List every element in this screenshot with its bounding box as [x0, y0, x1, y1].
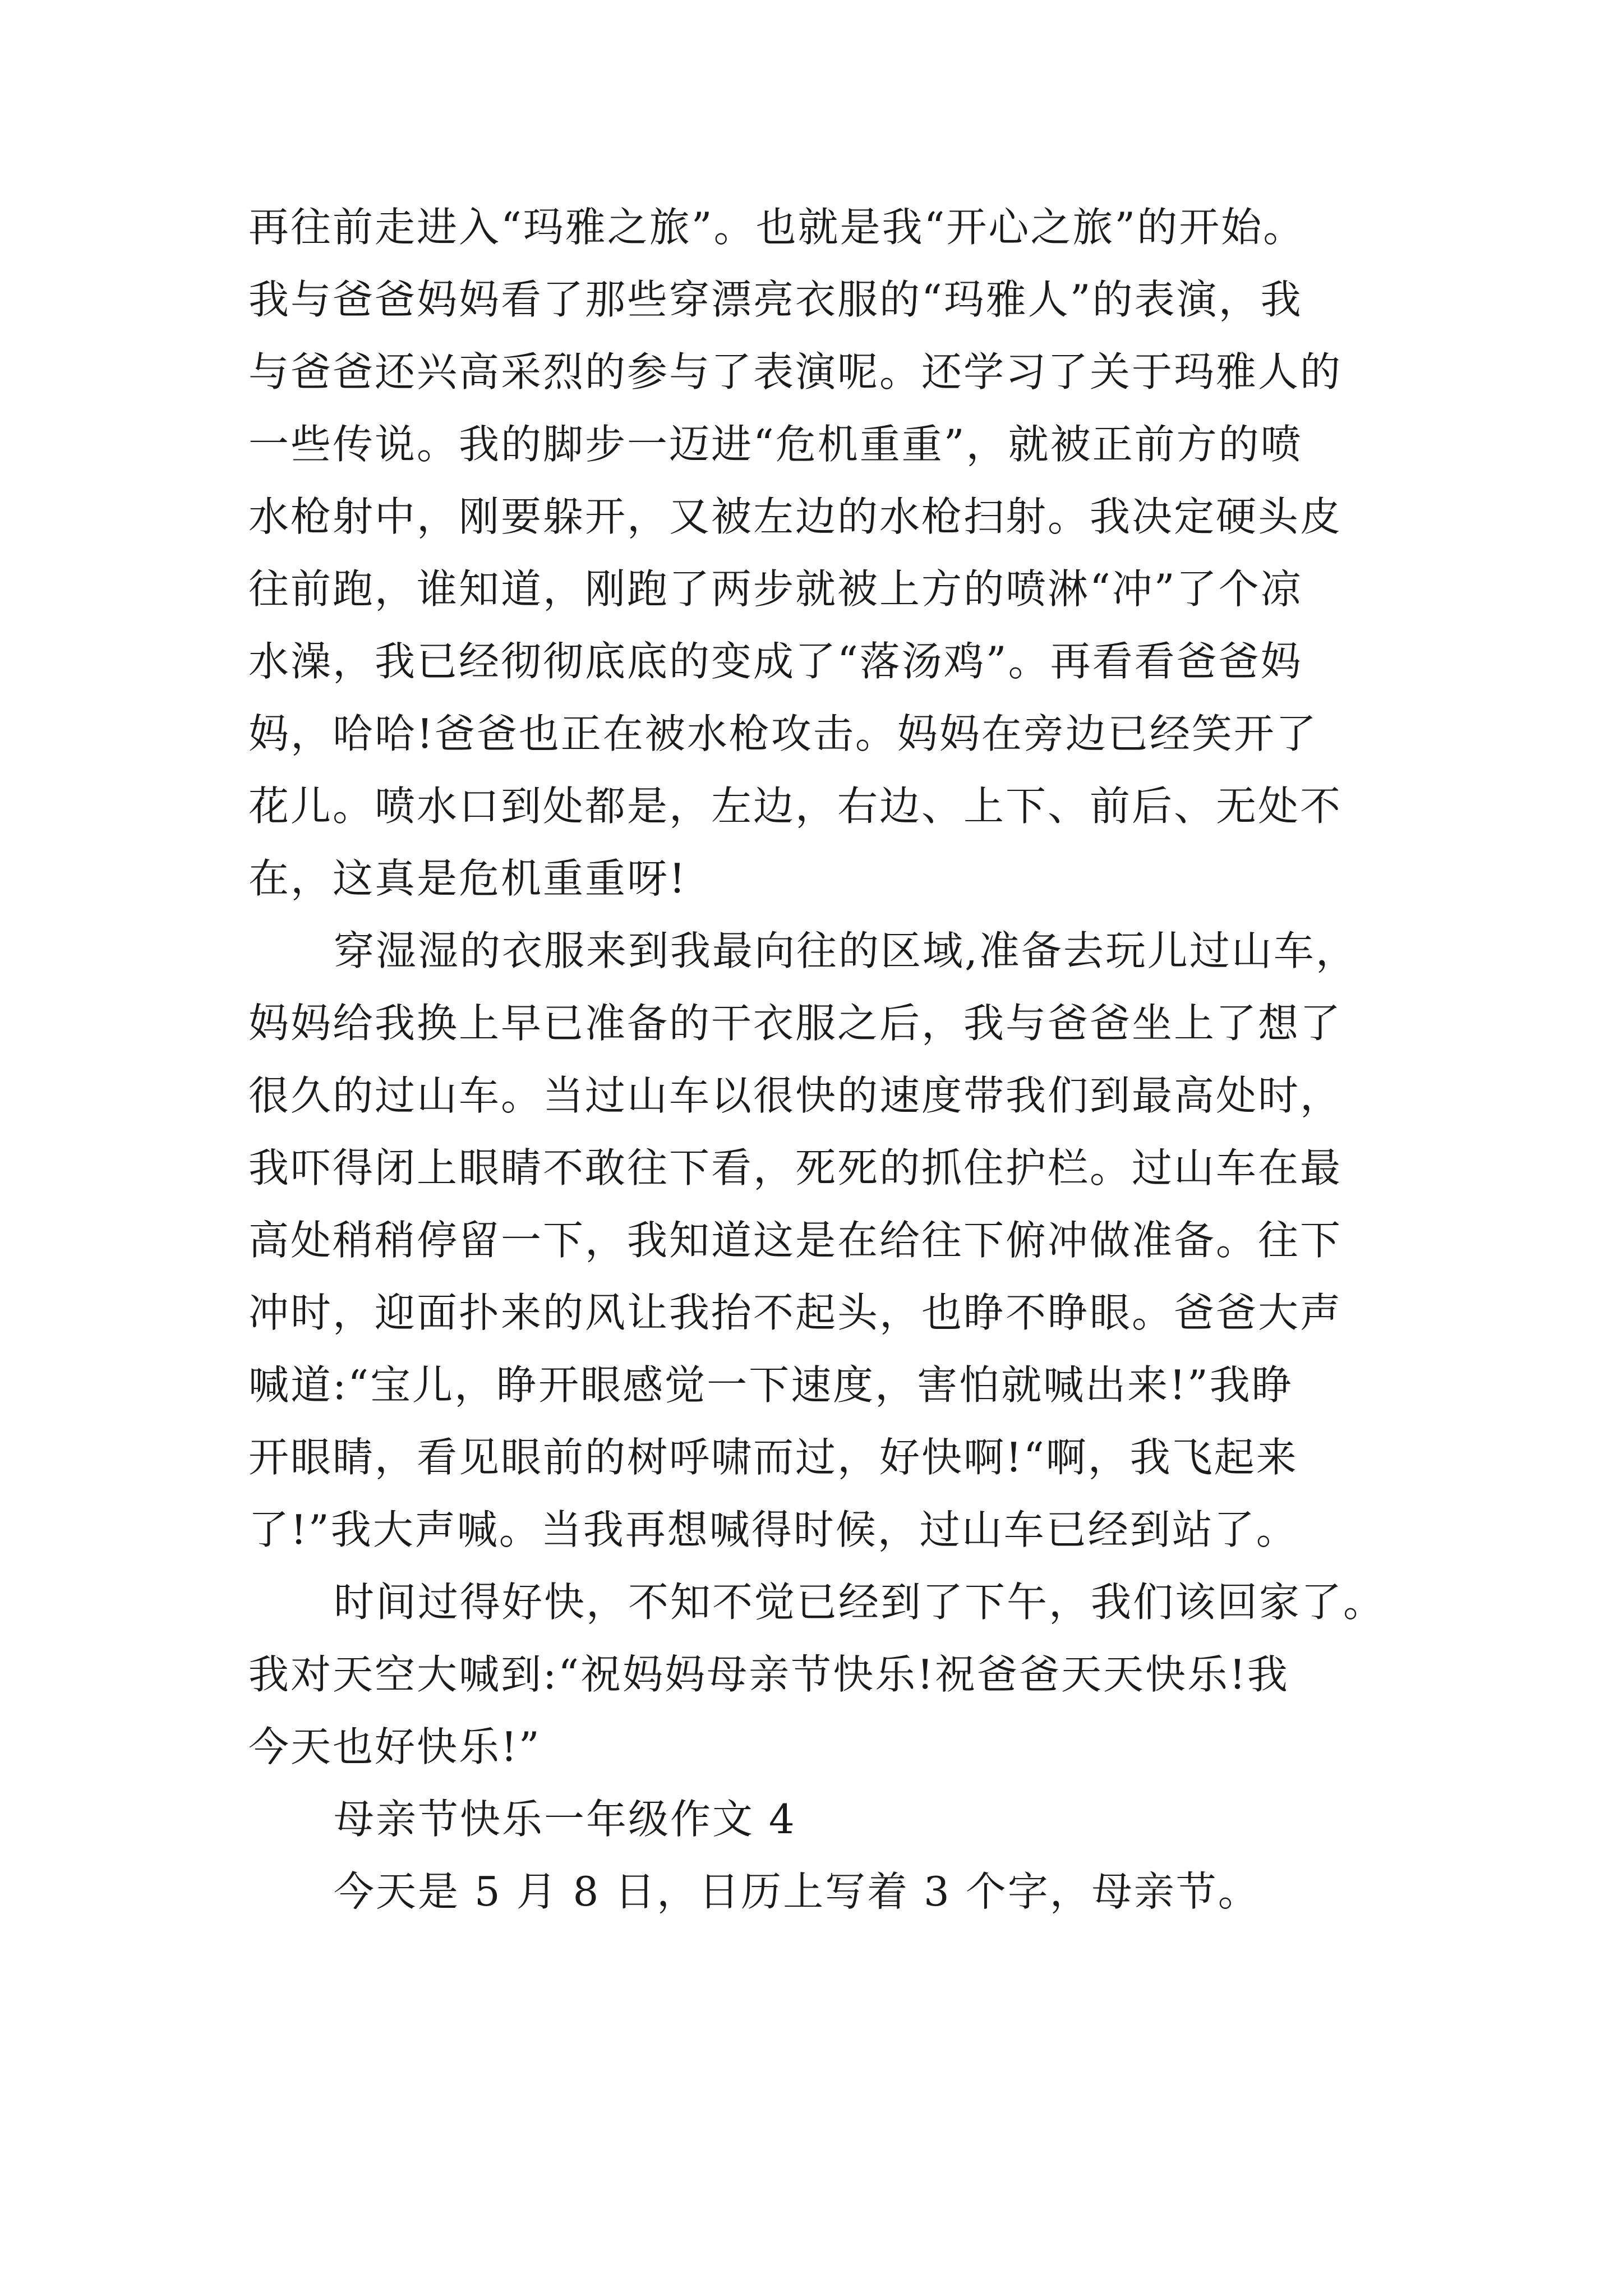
text-line: 在，这真是危机重重呀!	[248, 855, 687, 902]
text-line: 我对天空大喊到:“祝妈妈母亲节快乐!祝爸爸天天快乐!我	[248, 1651, 1289, 1698]
text-line: 很久的过山车。当过山车以很快的速度带我们到最高处时，	[248, 1072, 1343, 1119]
paragraph-start-line: 时间过得好快，不知不觉已经到了下午，我们该回家了。	[334, 1579, 1386, 1626]
text-line: 开眼睛，看见眼前的树呼啸而过，好快啊!“啊，我飞起来	[248, 1434, 1298, 1481]
text-line: 我吓得闭上眼睛不敢往下看，死死的抓住护栏。过山车在最	[248, 1144, 1343, 1191]
paragraph-start-line: 今天是 5 月 8 日，日历上写着 3 个字，母亲节。	[334, 1868, 1260, 1915]
section-heading: 母亲节快乐一年级作文 4	[334, 1796, 796, 1843]
text-line: 与爸爸还兴高采烈的参与了表演呢。还学习了关于玛雅人的	[248, 348, 1343, 395]
text-line: 高处稍稍停留一下，我知道这是在给往下俯冲做准备。往下	[248, 1217, 1343, 1264]
text-line: 水澡，我已经彻彻底底的变成了“落汤鸡”。再看看爸爸妈	[248, 638, 1303, 685]
text-line: 往前跑，谁知道，刚跑了两步就被上方的喷淋“冲”了个凉	[248, 565, 1303, 613]
text-line: 妈妈给我换上早已准备的干衣服之后，我与爸爸坐上了想了	[248, 1000, 1343, 1047]
text-line: 喊道:“宝儿，睁开眼感觉一下速度，害怕就喊出来!”我睁	[248, 1361, 1294, 1409]
paragraph-start-line: 穿湿湿的衣服来到我最向往的区域,准备去玩儿过山车，	[334, 927, 1358, 974]
text-line: 水枪射中，刚要躲开，又被左边的水枪扫射。我决定硬头皮	[248, 493, 1343, 540]
text-line: 妈，哈哈!爸爸也正在被水枪攻击。妈妈在旁边已经笑开了	[248, 710, 1318, 757]
text-line: 一些传说。我的脚步一迈进“危机重重”，就被正前方的喷	[248, 421, 1303, 468]
text-line: 再往前走进入“玛雅之旅”。也就是我“开心之旅”的开始。	[248, 204, 1306, 251]
text-line: 冲时，迎面扑来的风让我抬不起头，也睁不睁眼。爸爸大声	[248, 1289, 1343, 1336]
text-line: 花儿。喷水口到处都是，左边，右边、上下、前后、无处不	[248, 783, 1343, 830]
text-line: 了!”我大声喊。当我再想喊得时候，过山车已经到站了。	[248, 1506, 1298, 1553]
text-line: 今天也好快乐!”	[248, 1723, 541, 1770]
text-line: 我与爸爸妈妈看了那些穿漂亮衣服的“玛雅人”的表演，我	[248, 276, 1303, 323]
